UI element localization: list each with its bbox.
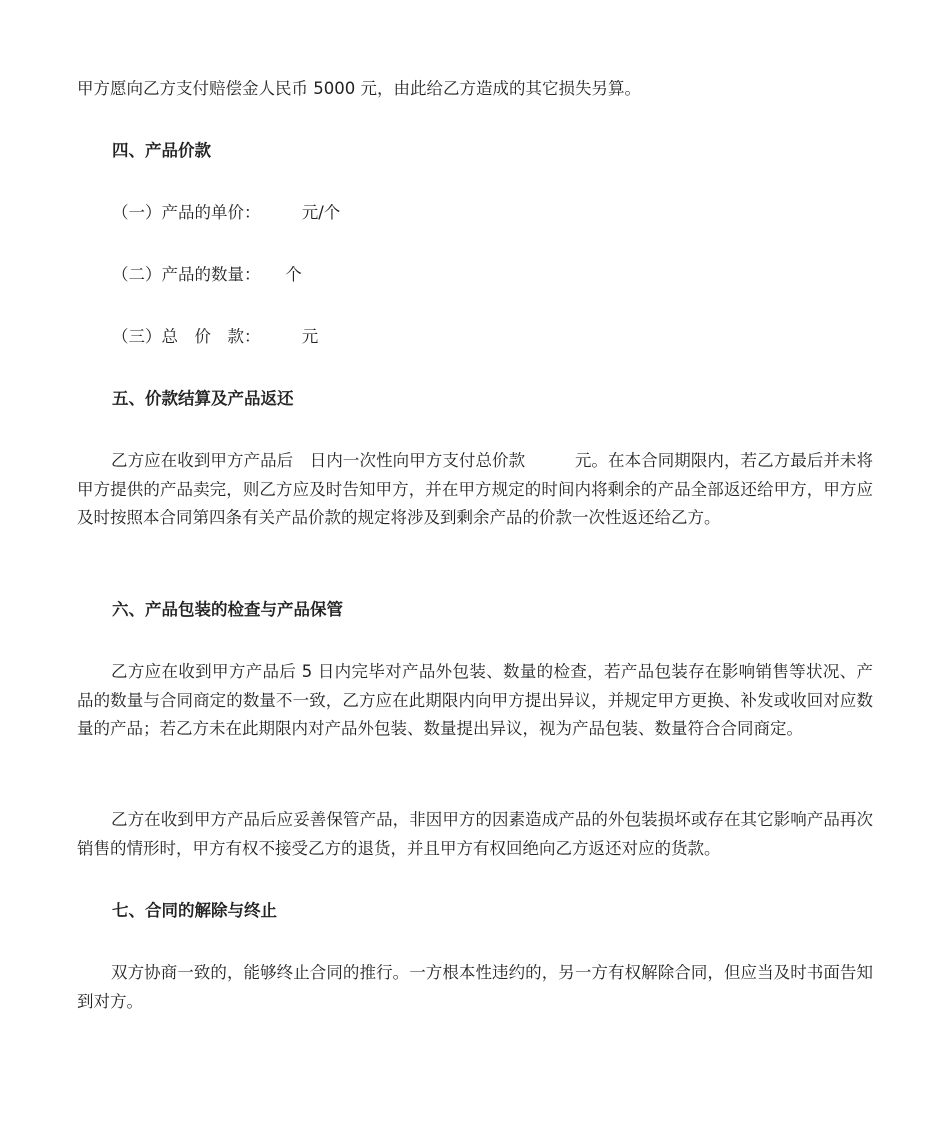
termination-paragraph: 双方协商一致的，能够终止合同的推行。一方根本性违约的，另一方有权解除合同，但应当及时书面告知到对方。 — [77, 963, 873, 1011]
section-4-heading: 四、产品价款 — [112, 141, 211, 160]
section-5-heading: 五、价款结算及产品返还 — [112, 389, 294, 408]
settlement-paragraph: 乙方应在收到甲方产品后 日内一次性向甲方支付总价款 元。在本合同期限内，若乙方最后并未将甲方提供的产品卖完，则乙方应及时告知甲方，并在甲方规定的时间内将剩余的产品全部返还给甲方，甲方应及时按照本合同第四条有关产品价款的规定将涉及到剩余产品的价款一次性返还给乙方。 — [77, 451, 873, 527]
section-7-heading: 七、合同的解除与终止 — [112, 901, 277, 920]
storage-paragraph: 乙方在收到甲方产品后应妥善保管产品，非因甲方的因素造成产品的外包装损坏或存在其它影响产品再次销售的情形时，甲方有权不接受乙方的退货，并且甲方有权回绝向乙方返还对应的货款。 — [77, 810, 873, 858]
section-6-heading: 六、产品包装的检查与产品保管 — [112, 600, 343, 619]
quantity-line: （二）产品的数量： 个 — [112, 265, 302, 284]
paragraph-compensation-line: 甲方愿向乙方支付赔偿金人民币 5000 元，由此给乙方造成的其它损失另算。 — [77, 79, 641, 98]
inspection-paragraph: 乙方应在收到甲方产品后 5 日内完毕对产品外包装、数量的检查，若产品包装存在影响销售等状况、产品的数量与合同商定的数量不一致，乙方应在此期限内向甲方提出异议，并规定甲方更换、补发或收回对应数量的产品；若乙方未在此期限内对产品外包装、数量提出异议，视为产品包装、数量符合合同商定。 — [77, 662, 873, 738]
unit-price-line: （一）产品的单价： 元/个 — [112, 203, 341, 222]
total-price-line: （三）总 价 款： 元 — [112, 327, 319, 346]
